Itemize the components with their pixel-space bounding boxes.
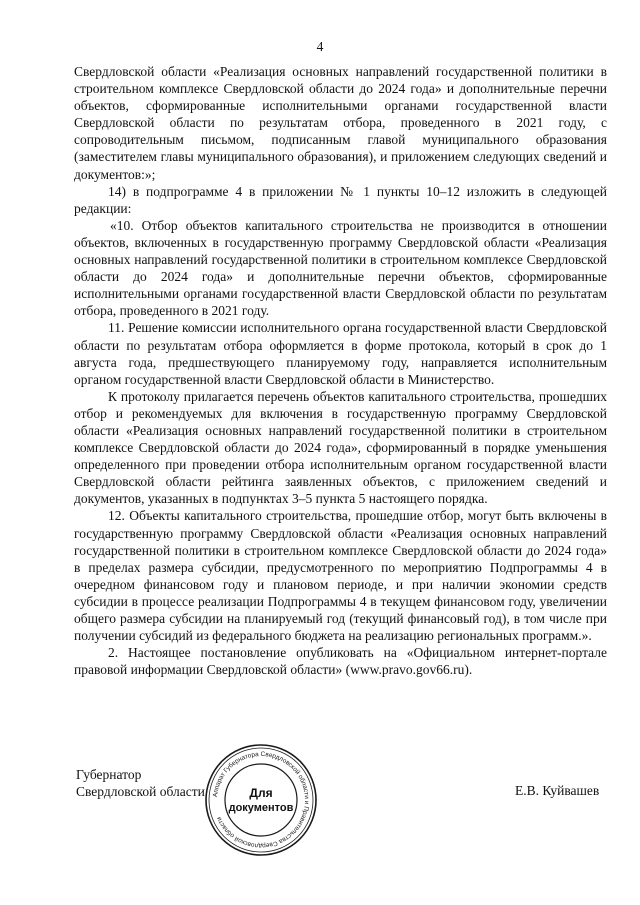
- paragraph-point-10: «10. Отбор объектов капитального строительства не производится в отношении объектов, включенных в государственную программу Свердловской области «Реализация основных направлений государственной политики в строительном комплексе Свердловской области до 2024 года» и дополнительные перечни объектов, сформированные исполнительными органами государственной власти Свердловской области по результатам отбора, проведенного в 2021 году.: [74, 217, 607, 319]
- official-stamp: [203, 742, 319, 858]
- paragraph-point-12: 12. Объекты капитального строительства, прошедшие отбор, могут быть включены в государственную программу Свердловской области «Реализация основных направлений государственной политики в строительном комплексе Свердловской области до 2024 года» в пределах размера субсидии, предусмотренного по мероприятию Подпрограммы 4 в очередном финансовом году и плановом периоде, и при наличии экономии средств субсидии в процессе реализации Подпрограммы 4 в текущем финансовом году, увеличении общего размера субсидии на планируемый год (текущий финансовый год), в том числе при получении субсидий из федерального бюджета на реализацию региональных программ.».: [74, 508, 607, 644]
- paragraph-point-11: 11. Решение комиссии исполнительного органа государственной власти Свердловской области по результатам отбора оформляется в форме протокола, который в срок до 1 августа года, предшествующего планируемому году, направляется исполнительным органом государственной власти Свердловской области в Министерство.: [74, 320, 607, 387]
- paragraph-item-14: 14) в подпрограмме 4 в приложении № 1 пункты 10–12 изложить в следующей редакции:: [74, 183, 607, 216]
- signer-name: Е.В. Куйвашев: [515, 783, 600, 798]
- document-body: [74, 63, 607, 678]
- signer-region: Свердловской области: [76, 784, 205, 799]
- paragraph-publication: 2. Настоящее постановление опубликовать на «Официальном интернет-портале правовой информации Свердловской области» (www.pravo.gov66.ru).: [74, 645, 607, 678]
- stamp-center-line2: документов: [228, 802, 294, 814]
- signature-position: [76, 766, 205, 800]
- stamp-center-line1: Для: [249, 786, 273, 800]
- paragraph-continuation: Свердловской области «Реализация основных направлений государственной политики в строительном комплексе Свердловской области до 2024 года» и дополнительные перечни объектов, сформированные исполнительными органами государственной власти Свердловской области по результатам отбора, проведенного в 2021 году, с сопроводительным письмом, подписанным главой муниципального образования (заместителем главы муниципального образования), и приложением следующих сведений и документов:»;: [74, 64, 607, 182]
- paragraph-protocol-attachment: К протоколу прилагается перечень объектов капитального строительства, прошедших отбор и рекомендуемых для включения в государственную программу Свердловской области «Реализация основных направлений государственной политики в строительном комплексе Свердловской области до 2024 года», сформированный в порядке уменьшения определенного при проведении отбора исполнительным органом государственной власти Свердловской области рейтинга заявленных объектов, с приложением сведений и документов, указанных в подпунктах 3–5 пункта 5 настоящего порядка.: [74, 388, 607, 507]
- page-number: 4: [316, 39, 324, 54]
- signer-title: Губернатор: [76, 767, 142, 782]
- stamp-ring-text: Аппарат Губернатора Свердловской области и Правительства Свердловской области: [212, 750, 311, 850]
